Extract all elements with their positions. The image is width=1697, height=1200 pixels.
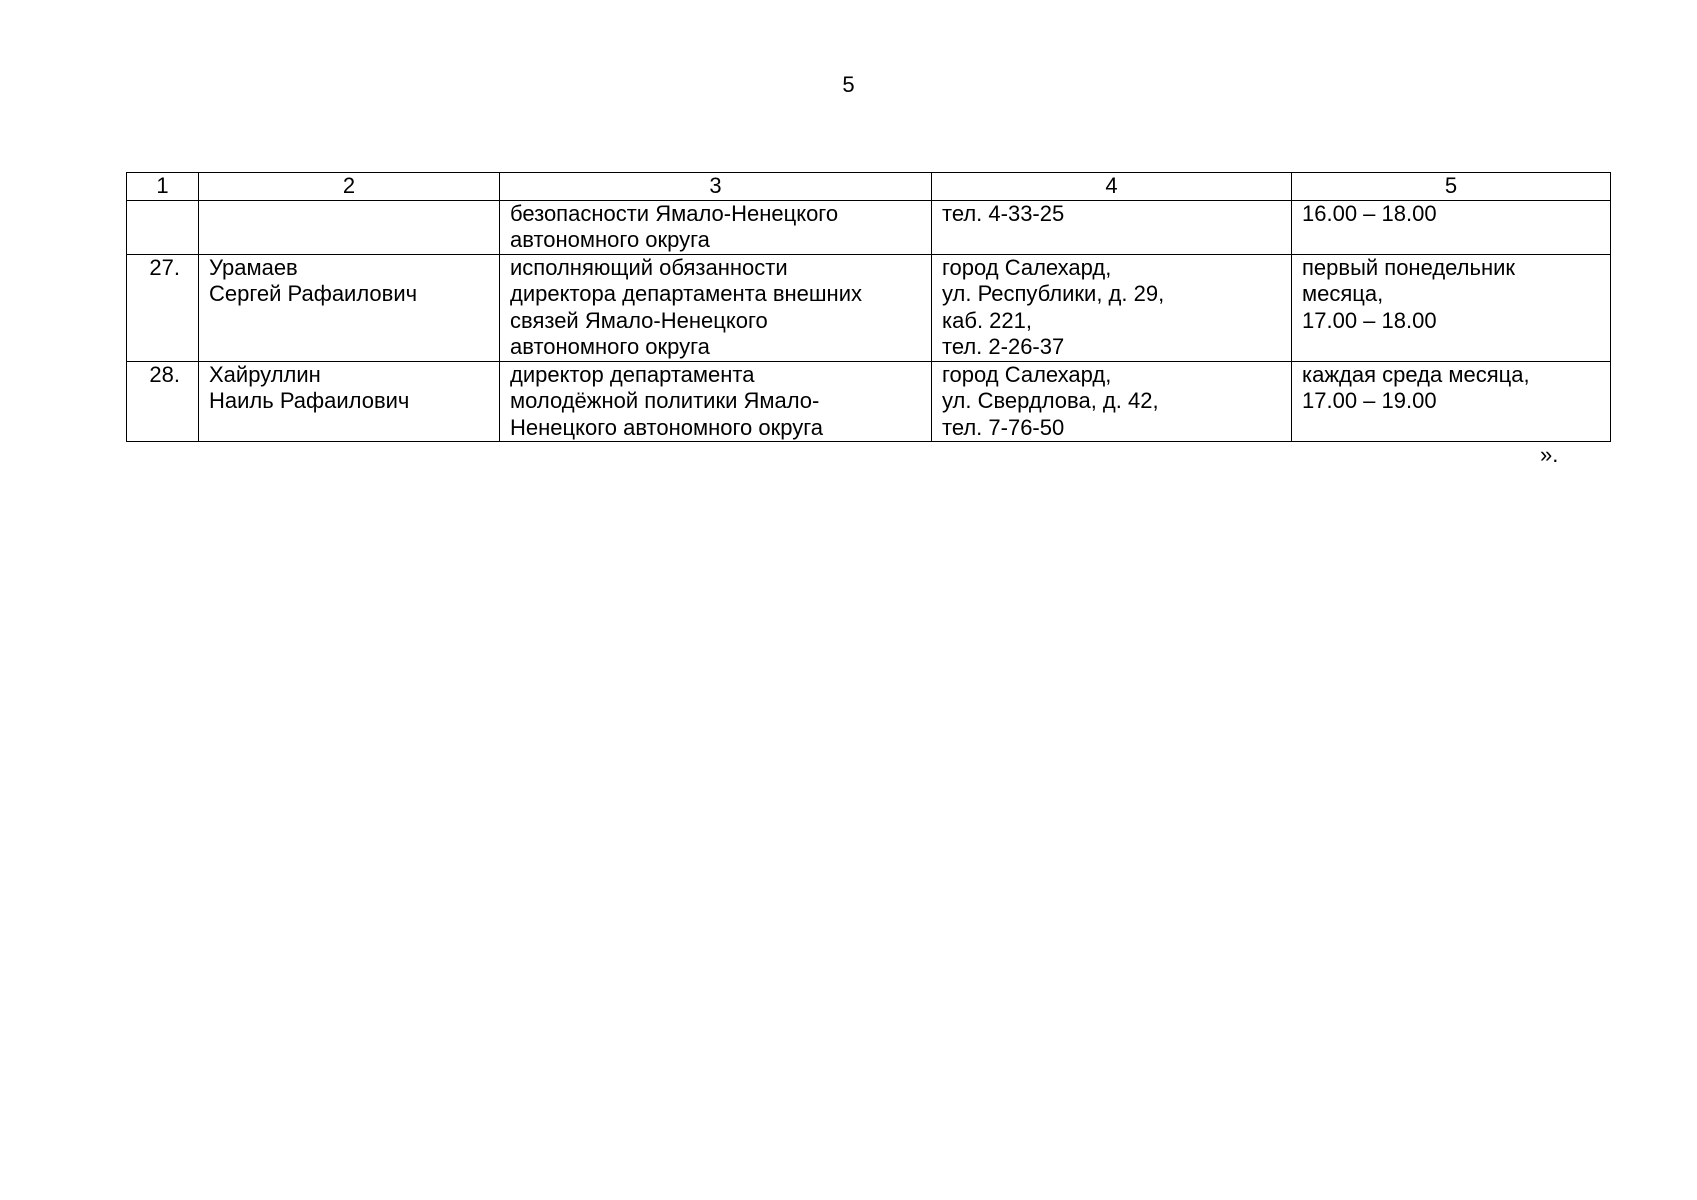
column-header: 5 — [1292, 173, 1611, 201]
table-header-row — [127, 173, 1611, 201]
column-header: 2 — [199, 173, 500, 201]
reception-address: город Салехард, ул. Свердлова, д. 42, тел. 7-76-50 — [932, 361, 1292, 442]
reception-schedule: 16.00 – 18.00 — [1292, 200, 1611, 254]
official-name: Хайруллин Наиль Рафаилович — [199, 361, 500, 442]
official-name: Урамаев Сергей Рафаилович — [199, 254, 500, 361]
official-position: директор департамента молодёжной политики Ямало- Ненецкого автономного округа — [500, 361, 932, 442]
row-number: 27. — [127, 254, 199, 361]
official-position: исполняющий обязанности директора департамента внешних связей Ямало-Ненецкого автономного округа — [500, 254, 932, 361]
row-number: 28. — [127, 361, 199, 442]
officials-schedule-table — [126, 172, 1611, 442]
page-number: 5 — [842, 72, 855, 97]
table-row — [127, 200, 1611, 254]
reception-schedule: каждая среда месяца, 17.00 – 19.00 — [1292, 361, 1611, 442]
official-name — [199, 200, 500, 254]
reception-schedule: первый понедельник месяца, 17.00 – 18.00 — [1292, 254, 1611, 361]
table-row — [127, 254, 1611, 361]
column-header: 3 — [500, 173, 932, 201]
reception-address: тел. 4-33-25 — [932, 200, 1292, 254]
closing-quote-mark: ». — [1540, 442, 1559, 467]
column-header: 4 — [932, 173, 1292, 201]
table-row — [127, 361, 1611, 442]
column-header: 1 — [127, 173, 199, 201]
official-position: безопасности Ямало-Ненецкого автономного округа — [500, 200, 932, 254]
reception-address: город Салехард, ул. Республики, д. 29, каб. 221, тел. 2-26-37 — [932, 254, 1292, 361]
row-number — [127, 200, 199, 254]
